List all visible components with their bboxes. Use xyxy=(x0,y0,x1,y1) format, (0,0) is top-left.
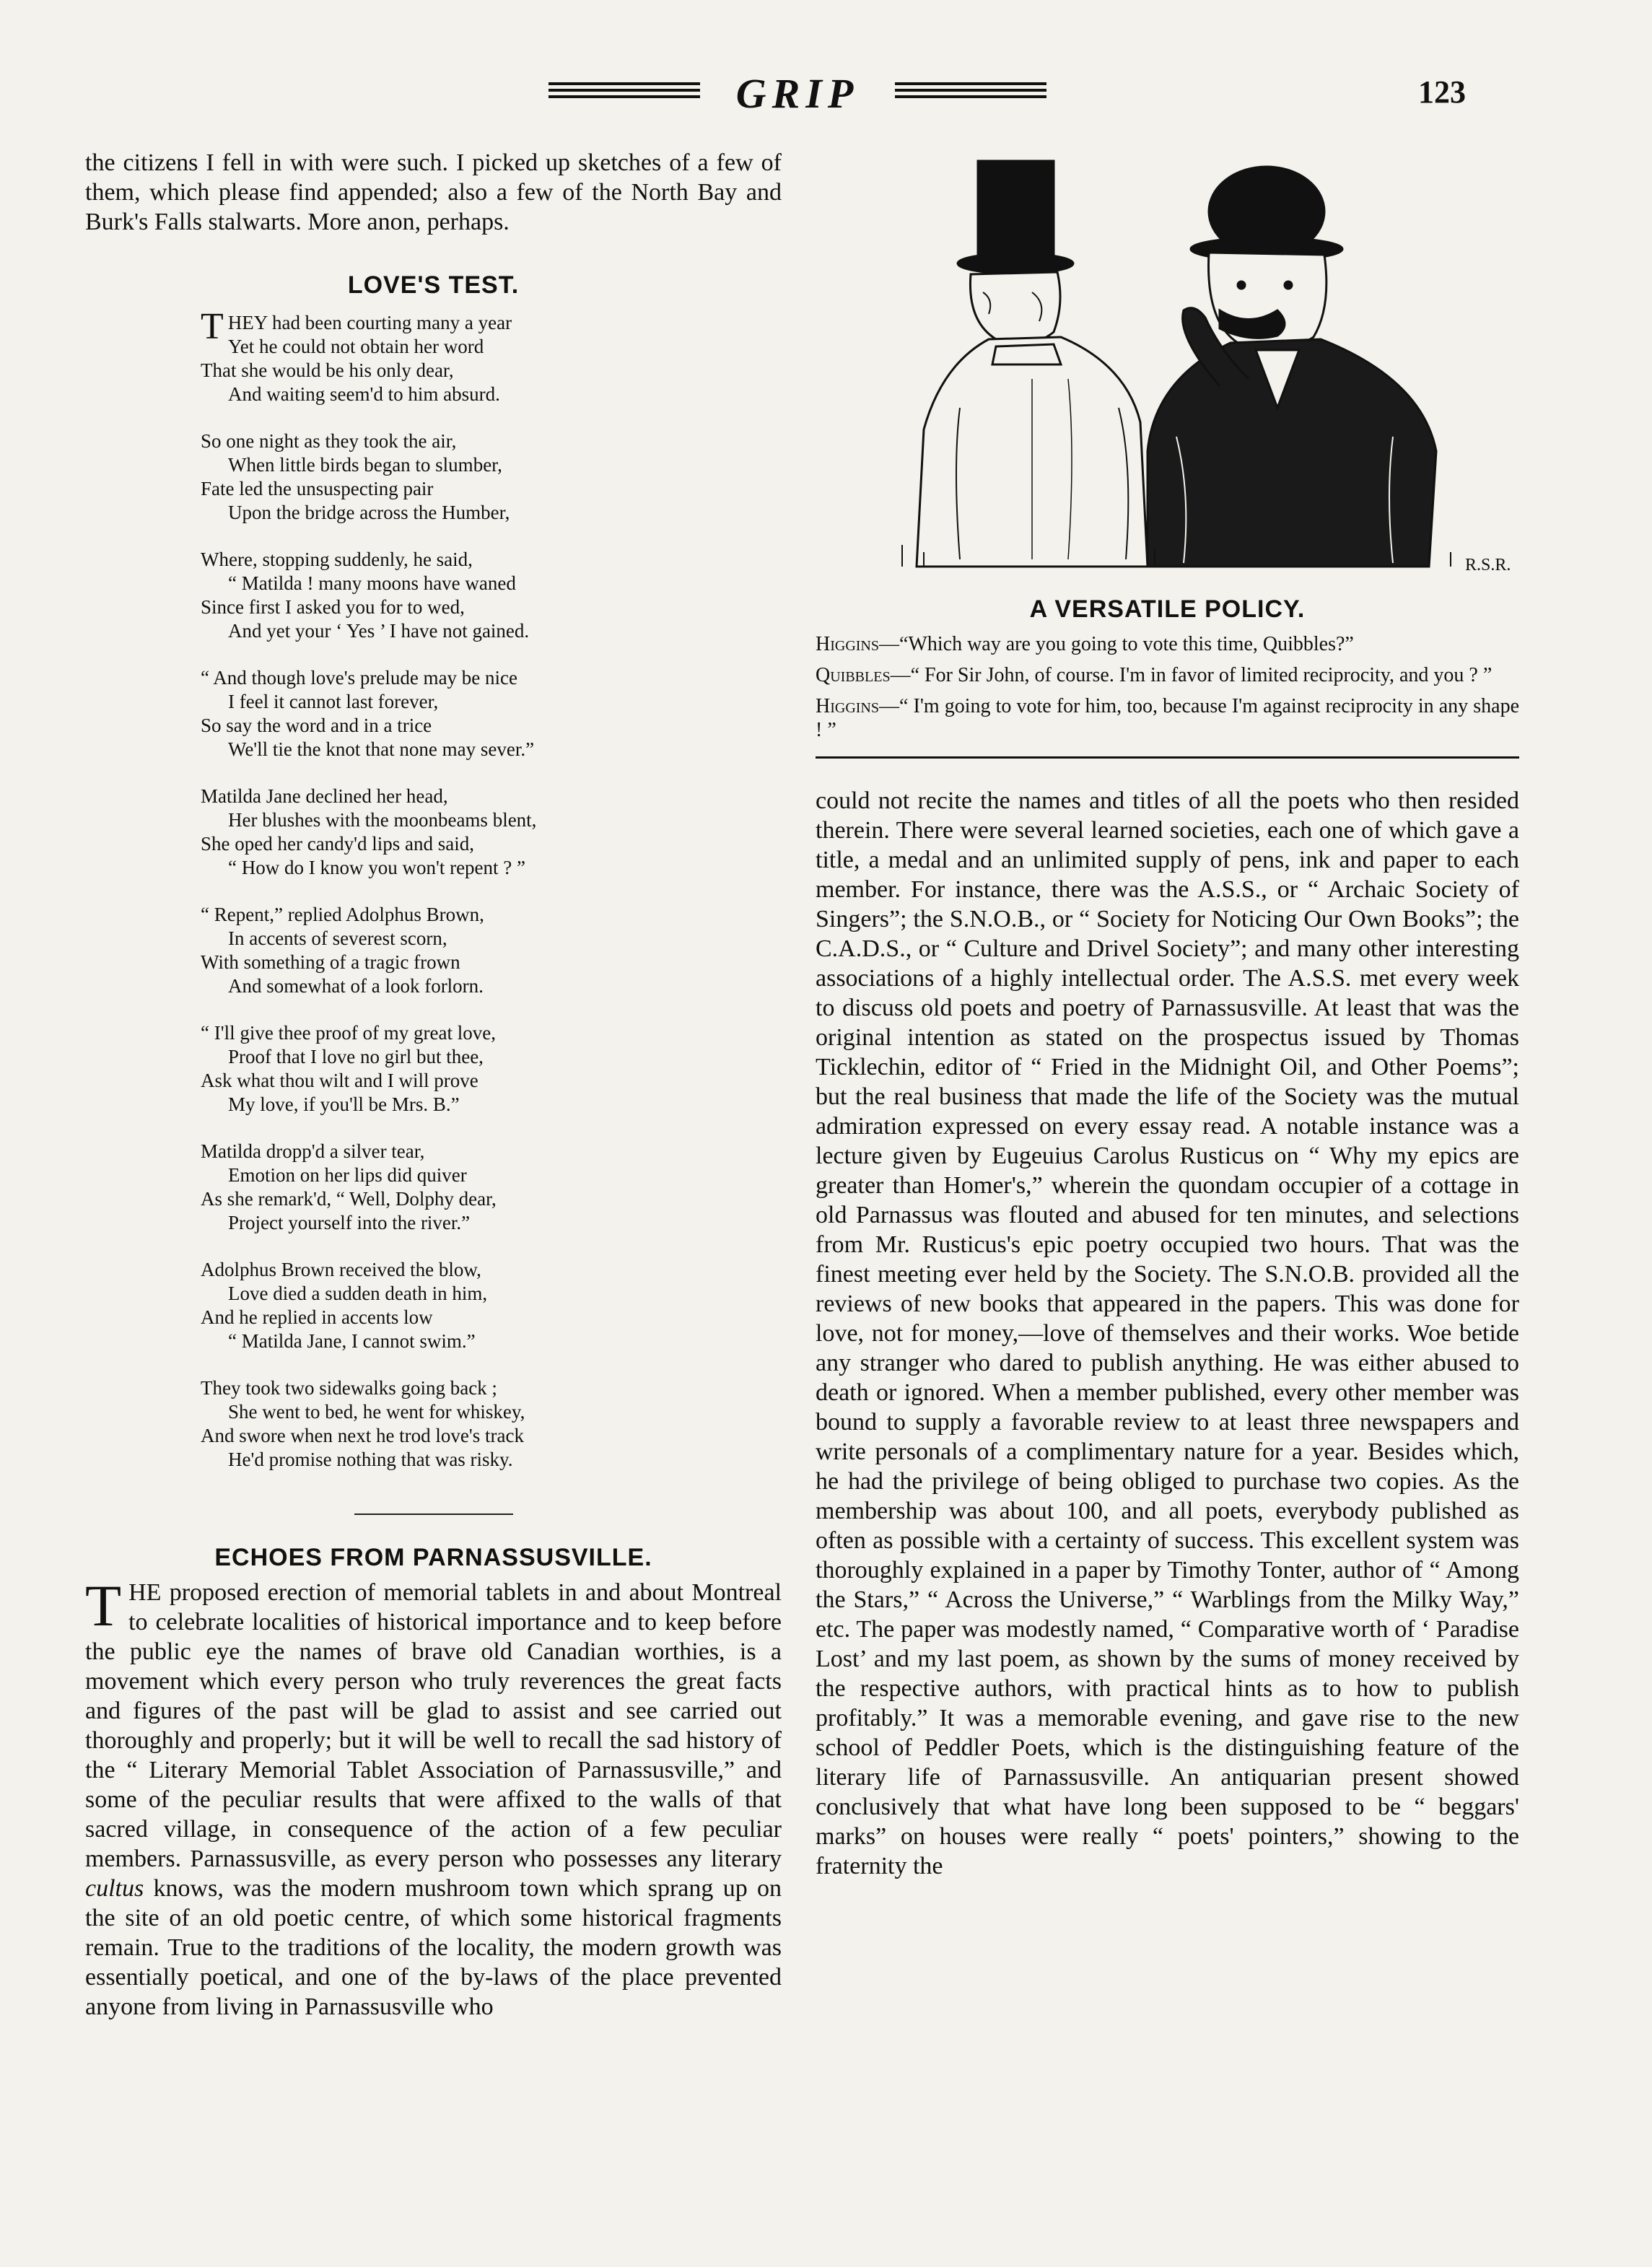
poem-line: “ Matilda Jane, I cannot swim.” xyxy=(228,1330,476,1352)
stanza xyxy=(201,1140,782,1235)
stanza xyxy=(201,429,782,525)
poem-line: In accents of severest scorn, xyxy=(228,927,447,949)
dialog-speaker: Higgins xyxy=(816,633,879,655)
poem-line: Upon the bridge across the Humber, xyxy=(228,502,510,523)
cartoon-signature: R.S.R. xyxy=(1465,556,1511,574)
stanza xyxy=(201,306,782,406)
poem-line: And waiting seem'd to him absurd. xyxy=(228,383,500,405)
poem-line: Where, stopping suddenly, he said, xyxy=(201,549,473,570)
masthead-title: GRIP xyxy=(735,70,860,117)
article-title: ECHOES FROM PARNASSUSVILLE. xyxy=(214,1544,652,1571)
right-column xyxy=(816,148,1519,1881)
poem-line: Fate led the unsuspecting pair xyxy=(201,478,434,499)
cartoon-drawing xyxy=(816,148,1519,574)
poem-line: I feel it cannot last forever, xyxy=(228,691,439,712)
poem-line: With something of a tragic frown xyxy=(201,951,460,973)
poem-line: “ Repent,” replied Adolphus Brown, xyxy=(201,904,484,925)
stanza xyxy=(201,1021,782,1117)
masthead-ornament-right xyxy=(895,82,1046,98)
poem-line: So say the word and in a trice xyxy=(201,715,432,736)
poem-line: And he replied in accents low xyxy=(201,1306,433,1328)
poem-line: Project yourself into the river.” xyxy=(228,1212,471,1233)
dialog-text: —“Which way are you going to vote this time, Quibbles?” xyxy=(879,633,1354,655)
poem-line: My love, if you'll be Mrs. B.” xyxy=(228,1093,460,1115)
stanza xyxy=(201,666,782,761)
poem-line: They took two sidewalks going back ; xyxy=(201,1377,497,1399)
poem-dropcap: T xyxy=(201,306,224,347)
section-divider xyxy=(816,756,1519,759)
poem-line: “ And though love's prelude may be nice xyxy=(201,667,518,689)
poem-line: He'd promise nothing that was risky. xyxy=(228,1449,513,1470)
cartoon-caption-title: A VERSATILE POLICY. xyxy=(1029,595,1306,623)
poem-line: When little birds began to slumber, xyxy=(228,454,502,476)
poem-line: She went to bed, he went for whiskey, xyxy=(228,1401,525,1423)
poem-line: Love died a sudden death in him, xyxy=(228,1283,488,1304)
poem-line: Yet he could not obtain her word xyxy=(228,336,484,357)
dialog-text: —“ For Sir John, of course. I'm in favor of limited reciprocity, and you ? ” xyxy=(890,664,1493,686)
poem-line: “ Matilda ! many moons have waned xyxy=(228,572,516,594)
dialog-speaker: Quibbles xyxy=(816,664,891,686)
page-header xyxy=(0,69,1652,120)
page-number: 123 xyxy=(1418,74,1466,110)
poem-line: Emotion on her lips did quiver xyxy=(228,1164,467,1186)
article-italic-word: cultus xyxy=(85,1875,144,1902)
dialog-text: —“ I'm going to vote for him, too, because I'm against reciprocity in any shape ! ” xyxy=(816,695,1519,741)
article-text: HE proposed erection of memorial tablets in and about Montreal to celebrate localities of historical importance and to keep before the public eye the names of brave old Canadian worthies, is a movement which every person who truly reverences the great facts and figures of the past will be glad to assist and see carried out thoroughly and properly; but it will be well to recall the sad history of the “ Literary Memorial Tablet Association of Parnassusville,” and some of the peculiar results that were affixed to the walls of that sacred village, in consequence of the action of a few peculiar members. Parnassusville, as every person who possesses any literary xyxy=(85,1579,782,1872)
poem-line: And swore when next he trod love's track xyxy=(201,1425,524,1446)
dialog-line xyxy=(816,663,1519,687)
article-dropcap: T xyxy=(85,1573,122,1638)
stanza xyxy=(201,903,782,998)
poem-title: LOVE'S TEST. xyxy=(347,271,520,299)
dialog-line xyxy=(816,632,1519,656)
stanza xyxy=(201,1376,782,1472)
intro-paragraph: the citizens I fell in with were such. I picked up sketches of a few of them, which please find appended; also a few of the North Bay and Burk's Falls stalwarts. More anon, perhaps. xyxy=(85,149,782,235)
masthead-ornament-left xyxy=(549,82,700,98)
poem-line: Her blushes with the moonbeams blent, xyxy=(228,809,537,831)
poem-line: And somewhat of a look forlorn. xyxy=(228,975,484,997)
article-continuation: could not recite the names and titles of all the poets who then resided therein. There were several learned societies, each one of which gave a title, a medal and an unlimited supply of pens, ink and paper to each member. For instance, there was the A.S.S., or “ Archaic Society of Singers”; the S.N.O.B., or “ Society for Noticing Our Own Books”; the C.A.D.S., or “ Culture and Drivel Society”; and many other interesting associations of a highly intellectual order. The A.S.S. met every week to discuss old poets and poetry of Parnassusville. At least that was the original intention as stated on the prospectus issued by Thomas Ticklechin, editor of “ Fried in the Midnight Oil, and Other Poems”; but the real business that made the life of the Society was the mutual admiration expressed on every essay read. A notable instance was a lecture given by Eugeuius Carolus Rusticus on “ Why my epics are greater than Homer's,” wherein the quondam occupier of a cottage in old Parnassus was flouted and abused for ten minutes, and selections from Mr. Rusticus's epic poetry occupied two hours. That was the finest meeting ever held by the Society. The S.N.O.B. provided all the reviews of new books that appeared in the papers. This was done for love, not for money,—love of themselves and their works. Woe betide any stranger who dared to publish anything. He was either abused to death or ignored. When a member published, every other member was bound to supply a favorable review to at least three newspapers and write personals of a complimentary nature for a year. Besides which, he had the privilege of being obliged to purchase two copies. As the membership was about 100, and all poets, everybody published as often as possible with a certainty of success. This excellent system was thoroughly explained in a paper by Timothy Tonter, author of “ Among the Stars,” “ Across the Universe,” “ Warblings from the Milky Way,” etc. The paper was modestly named, “ Comparative worth of ‘ Paradise Lost’ and my last poem, as shown by the sums of money received by the respective authors, with practical hints as to how to publish profitably.” It was a memorable evening, and gave rise to the new school of Peddler Poets, which is the distinguishing feature of the literary life of Parnassusville. An antiquarian present showed conclusively that what have long been supposed to be “ beggars' marks” on houses were really “ poets' pointers,” showing to the fraternity the xyxy=(816,787,1519,1879)
dialog-speaker: Higgins xyxy=(816,695,879,717)
poem-line: “ I'll give thee proof of my great love, xyxy=(201,1022,496,1044)
stanza xyxy=(201,1258,782,1353)
poem-line: “ How do I know you won't repent ? ” xyxy=(228,857,526,878)
poem-loves-test xyxy=(201,306,782,1472)
article-text-cont: knows, was the modern mushroom town which sprang up on the site of an old poetic centre, of which some historical fragments remain. True to the traditions of the locality, the modern growth was essentially poetical, and one of the by-laws of the place prevented anyone from living in Parnassusville who xyxy=(85,1875,782,2020)
poem-line: So one night as they took the air, xyxy=(201,430,457,452)
poem-line: That she would be his only dear, xyxy=(201,359,454,381)
poem-line: Since first I asked you for to wed, xyxy=(201,596,465,618)
article-paragraph xyxy=(85,1573,782,2022)
left-column xyxy=(85,148,782,2022)
poem-line: Matilda dropp'd a silver tear, xyxy=(201,1140,425,1162)
dialog-line xyxy=(816,694,1519,742)
cartoon-illustration xyxy=(816,148,1519,574)
poem-line: Proof that I love no girl but thee, xyxy=(228,1046,484,1067)
poem-line: Matilda Jane declined her head, xyxy=(201,785,448,807)
poem-line: She oped her candy'd lips and said, xyxy=(201,833,475,855)
poem-line: Ask what thou wilt and I will prove xyxy=(201,1070,478,1091)
poem-line: And yet your ‘ Yes ’ I have not gained. xyxy=(228,620,530,642)
poem-line: Adolphus Brown received the blow, xyxy=(201,1259,481,1280)
poem-line: As she remark'd, “ Well, Dolphy dear, xyxy=(201,1188,497,1210)
stanza xyxy=(201,548,782,643)
poem-line: HEY had been courting many a year xyxy=(227,312,512,333)
section-divider xyxy=(354,1513,513,1515)
stanza xyxy=(201,785,782,880)
poem-line: We'll tie the knot that none may sever.” xyxy=(228,738,535,760)
